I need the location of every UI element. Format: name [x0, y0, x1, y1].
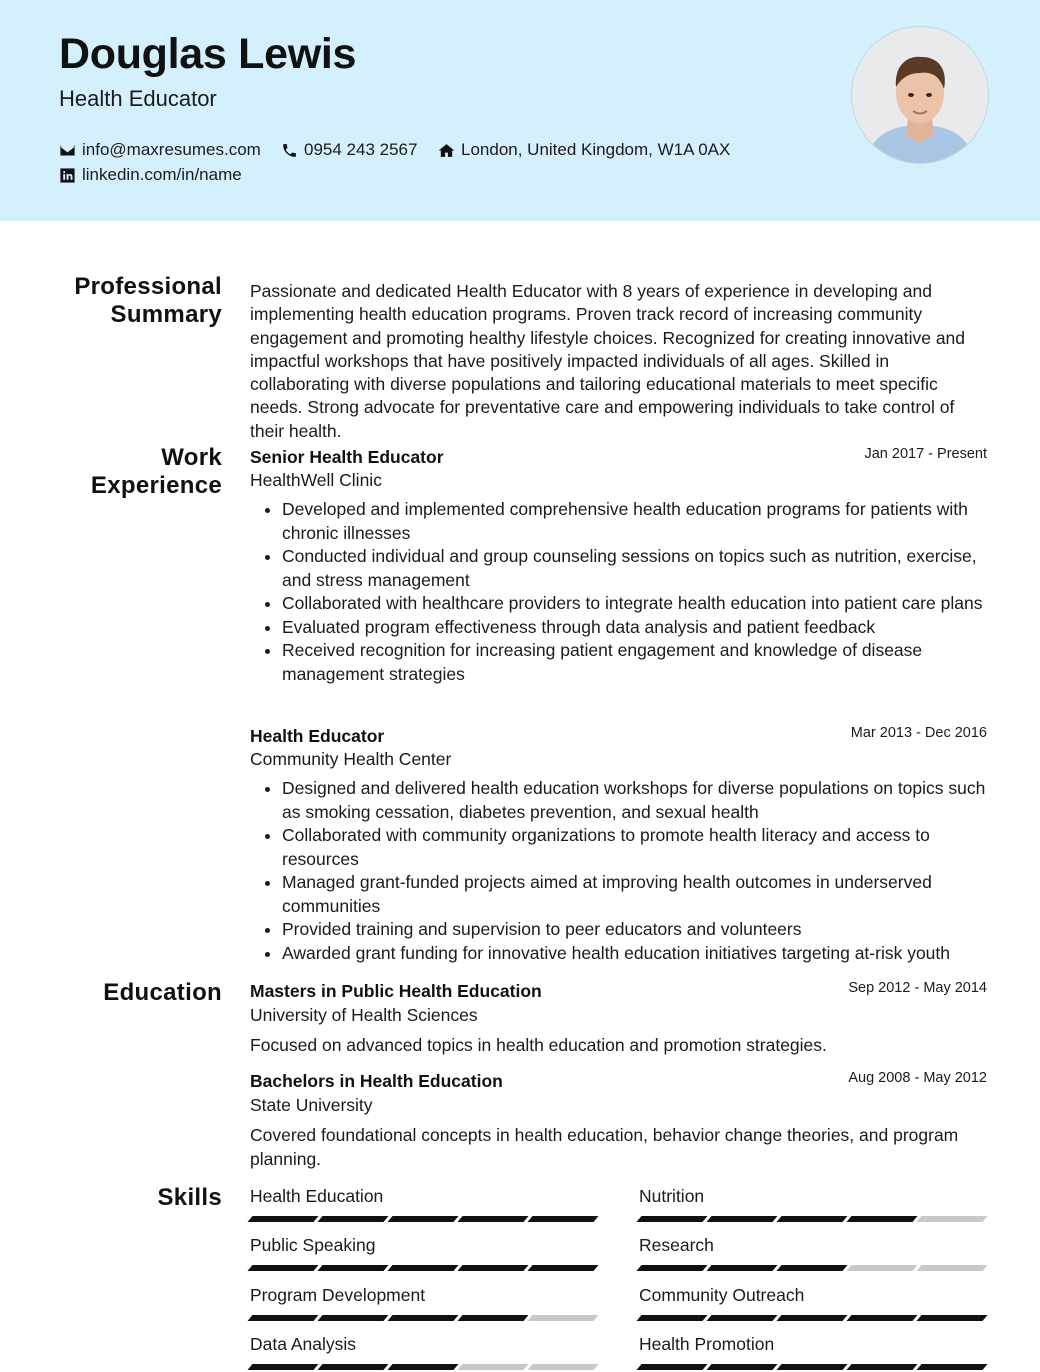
job-bullets-1	[250, 498, 1002, 686]
skill-segment-filled	[527, 1216, 598, 1222]
skill-item	[639, 1334, 987, 1370]
skill-segment-filled	[636, 1364, 707, 1370]
skill-name: Health Promotion	[639, 1334, 775, 1354]
job-bullets-2	[250, 777, 1002, 965]
section-title-summary: Professional Summary	[74, 273, 222, 328]
edu-school-1: University of Health Sciences	[250, 1005, 478, 1025]
list-item: • Collaborated with community organizations to promote health literacy and access to resources	[282, 824, 1002, 871]
contact-address	[438, 140, 730, 160]
skill-segment-filled	[317, 1315, 388, 1321]
skill-item	[639, 1186, 987, 1222]
skill-name: Program Development	[250, 1285, 426, 1305]
job-title-2: Health Educator	[250, 726, 385, 746]
skill-segment-filled	[776, 1265, 847, 1271]
skill-segment-filled	[387, 1216, 458, 1222]
summary-text: Passionate and dedicated Health Educator with 8 years of experience in developing and implementing health education programs. Proven track record of increasing community engagement and promoting healthy lifestyle choices. Recognized for creating innovative and impactful workshops that have positively impacted individuals of all ages. Skilled in collaborating with diverse populations and tailoring educational materials to meet specific needs. Strong advocate for preventative care and empowering individuals to take control of their health.	[250, 281, 966, 441]
job-date-1: Jan 2017 - Present	[864, 446, 987, 462]
skill-item	[639, 1285, 987, 1321]
skill-item	[250, 1285, 598, 1321]
address-text: London, United Kingdom, W1A 0AX	[461, 140, 731, 159]
job-date-2: Mar 2013 - Dec 2016	[850, 725, 987, 741]
contact-email[interactable]	[59, 140, 261, 160]
skill-segment-filled	[247, 1216, 318, 1222]
skill-level-bar	[639, 1315, 987, 1321]
skill-name: Research	[639, 1235, 714, 1255]
skill-level-bar	[250, 1265, 598, 1271]
skill-name: Community Outreach	[639, 1285, 805, 1305]
skill-segment-filled	[706, 1265, 777, 1271]
skill-segment-empty	[916, 1265, 987, 1271]
skill-segment-filled	[776, 1216, 847, 1222]
skill-segment-filled	[457, 1315, 528, 1321]
skill-segment-filled	[317, 1364, 388, 1370]
job-title-1: Senior Health Educator	[250, 447, 444, 467]
skill-segment-filled	[457, 1216, 528, 1222]
skill-segment-empty	[527, 1364, 598, 1370]
skill-segment-filled	[527, 1265, 598, 1271]
skill-segment-filled	[457, 1265, 528, 1271]
edu-date-1: Sep 2012 - May 2014	[848, 980, 987, 996]
job-org-1: HealthWell Clinic	[250, 470, 382, 490]
envelope-icon	[59, 142, 76, 159]
skill-level-bar	[250, 1216, 598, 1222]
skill-item	[250, 1235, 598, 1271]
skill-segment-filled	[247, 1315, 318, 1321]
skill-segment-filled	[846, 1216, 917, 1222]
skill-name: Data Analysis	[250, 1334, 357, 1354]
skill-segment-filled	[706, 1216, 777, 1222]
skill-segment-filled	[706, 1315, 777, 1321]
skill-segment-filled	[636, 1216, 707, 1222]
list-item: • Conducted individual and group counseling sessions on topics such as nutrition, exercise, and stress management	[282, 545, 1002, 592]
skill-segment-filled	[317, 1265, 388, 1271]
skill-name: Nutrition	[639, 1186, 705, 1206]
skill-level-bar	[639, 1216, 987, 1222]
edu-desc-2: Covered foundational concepts in health education, behavior change theories, and program planning.	[250, 1125, 959, 1169]
list-item: • Developed and implemented comprehensive health education programs for patients with chronic illnesses	[282, 498, 1002, 545]
skill-level-bar	[639, 1265, 987, 1271]
skill-segment-filled	[846, 1315, 917, 1321]
list-item: • Received recognition for increasing patient engagement and knowledge of disease management strategies	[282, 639, 1002, 686]
skill-segment-empty	[916, 1216, 987, 1222]
skill-segment-filled	[247, 1265, 318, 1271]
edu-degree-1: Masters in Public Health Education	[250, 981, 542, 1001]
skill-segment-filled	[636, 1265, 707, 1271]
profile-photo	[851, 26, 989, 164]
email-text: info@maxresumes.com	[82, 140, 261, 159]
skill-level-bar	[250, 1315, 598, 1321]
linkedin-text: linkedin.com/in/name	[82, 165, 242, 184]
skill-segment-filled	[776, 1315, 847, 1321]
skill-item	[250, 1334, 598, 1370]
section-title-skills: Skills	[157, 1184, 222, 1211]
skill-item	[250, 1186, 598, 1222]
section-title-experience: Work Experience	[90, 444, 222, 499]
list-item: • Designed and delivered health education workshops for diverse populations on topics such as smoking cessation, diabetes prevention, and sexual health	[282, 777, 1002, 824]
list-item: • Provided training and supervision to peer educators and volunteers	[282, 918, 1002, 942]
section-title-education: Education	[103, 979, 222, 1006]
skill-segment-empty	[457, 1364, 528, 1370]
edu-degree-2: Bachelors in Health Education	[250, 1071, 503, 1091]
phone-text: 0954 243 2567	[304, 140, 418, 159]
skill-segment-filled	[916, 1315, 987, 1321]
skill-segment-filled	[247, 1364, 318, 1370]
job-title: Health Educator	[59, 86, 217, 111]
edu-date-2: Aug 2008 - May 2012	[848, 1070, 987, 1086]
phone-icon	[281, 142, 298, 159]
edu-desc-1: Focused on advanced topics in health education and promotion strategies.	[250, 1035, 827, 1055]
skill-segment-filled	[916, 1364, 987, 1370]
list-item: • Awarded grant funding for innovative health education initiatives targeting at-risk youth	[282, 942, 1002, 966]
skill-segment-filled	[387, 1364, 458, 1370]
skill-item	[639, 1235, 987, 1271]
job-org-2: Community Health Center	[250, 749, 452, 769]
list-item: • Evaluated program effectiveness through data analysis and patient feedback	[282, 616, 1002, 640]
linkedin-icon	[59, 167, 76, 184]
skill-segment-filled	[706, 1364, 777, 1370]
contact-linkedin[interactable]	[59, 165, 242, 185]
skill-segment-empty	[846, 1265, 917, 1271]
skill-level-bar	[639, 1364, 987, 1370]
home-icon	[438, 142, 455, 159]
skill-level-bar	[250, 1364, 598, 1370]
skill-name: Public Speaking	[250, 1235, 376, 1255]
skill-segment-filled	[776, 1364, 847, 1370]
edu-school-2: State University	[250, 1095, 373, 1115]
candidate-name: Douglas Lewis	[59, 30, 357, 78]
list-item: • Managed grant-funded projects aimed at improving health outcomes in underserved communities	[282, 871, 1002, 918]
skill-segment-filled	[636, 1315, 707, 1321]
skill-segment-filled	[846, 1364, 917, 1370]
skill-segment-filled	[387, 1315, 458, 1321]
contact-phone[interactable]	[281, 140, 417, 160]
skill-name: Health Education	[250, 1186, 384, 1206]
list-item: • Collaborated with healthcare providers to integrate health education into patient care plans	[282, 592, 1002, 616]
skill-segment-filled	[317, 1216, 388, 1222]
skill-segment-empty	[527, 1315, 598, 1321]
skill-segment-filled	[387, 1265, 458, 1271]
